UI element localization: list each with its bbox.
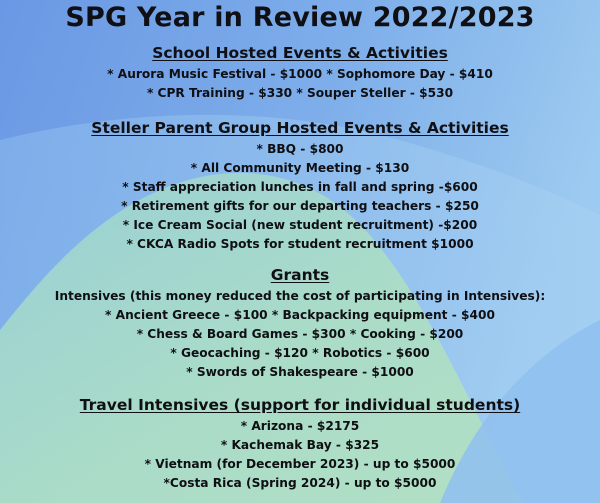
- list-item: * Retirement gifts for our departing teachers - $250: [121, 199, 479, 213]
- list-item: * Swords of Shakespeare - $1000: [186, 365, 414, 379]
- section-grants: [0, 266, 600, 382]
- list-item: *Costa Rica (Spring 2024) - up to $5000: [163, 476, 437, 490]
- list-item: * Ancient Greece - $100 * Backpacking equipment - $400: [105, 308, 495, 322]
- list-item: * All Community Meeting - $130: [190, 161, 410, 175]
- list-item: * BBQ - $800: [256, 142, 344, 156]
- list-item: * CPR Training - $330 * Souper Steller - $530: [146, 86, 454, 100]
- section-school-events: [0, 44, 600, 103]
- list-item: Intensives (this money reduced the cost of participating in Intensives):: [54, 289, 546, 303]
- list-item: * Kachemak Bay - $325: [220, 438, 380, 452]
- list-item: * Arizona - $2175: [240, 419, 360, 433]
- list-item: * Chess & Board Games - $300 * Cooking - $200: [136, 327, 464, 341]
- list-item: * Staff appreciation lunches in fall and spring -$600: [122, 180, 478, 194]
- section-parent-group-events: [0, 119, 600, 254]
- section-travel-intensives: [0, 396, 600, 493]
- section-heading: Grants: [270, 266, 330, 284]
- section-heading: Steller Parent Group Hosted Events & Activities: [91, 119, 509, 137]
- list-item: * Geocaching - $120 * Robotics - $600: [170, 346, 430, 360]
- list-item: * Aurora Music Festival - $1000 * Sophomore Day - $410: [107, 67, 493, 81]
- list-item: * Ice Cream Social (new student recruitment) -$200: [122, 218, 478, 232]
- list-item: * Vietnam (for December 2023) - up to $5000: [144, 457, 456, 471]
- page-title: SPG Year in Review 2022/2023: [65, 2, 535, 33]
- section-heading: School Hosted Events & Activities: [152, 44, 448, 62]
- list-item: * CKCA Radio Spots for student recruitment $1000: [126, 237, 474, 251]
- section-heading: Travel Intensives (support for individual students): [79, 396, 521, 414]
